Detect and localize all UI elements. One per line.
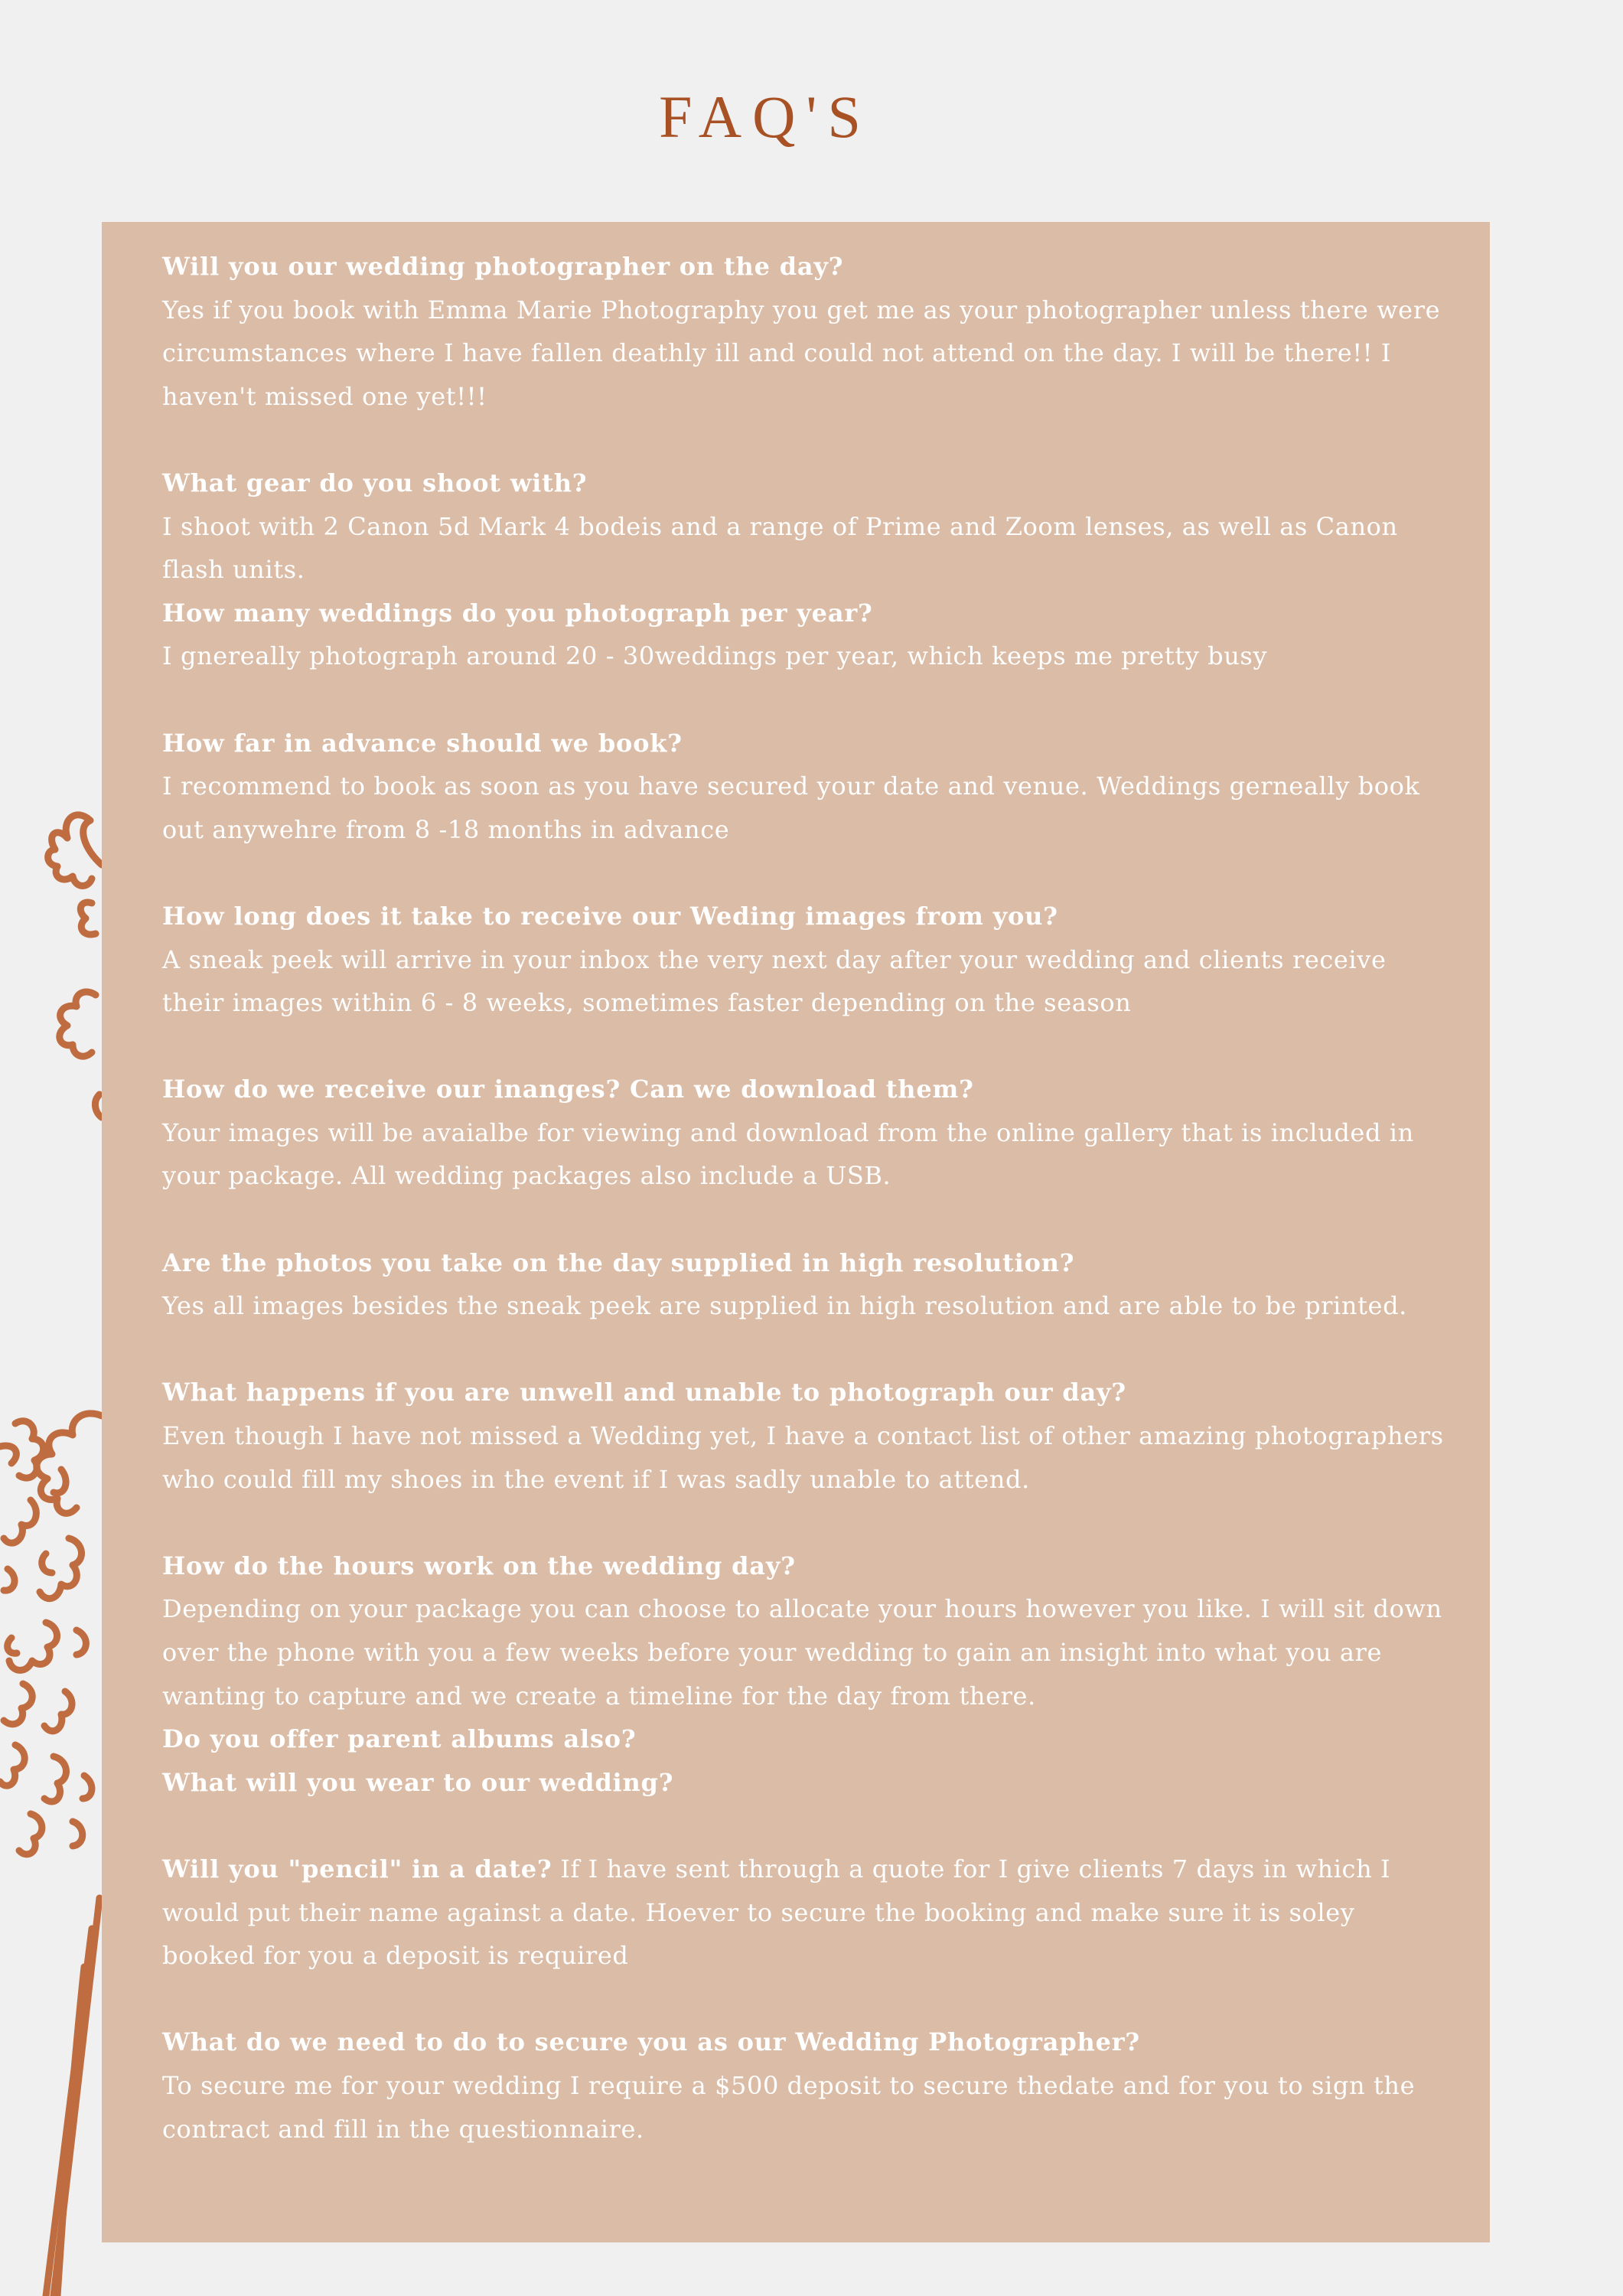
faq-answer: A sneak peek will arrive in your inbox the very next day after your wedding and clients receive their images within 6 - 8 weeks, sometimes faster depending on the season: [162, 944, 1387, 1018]
faq-question: How long does it take to receive our Weding images from you?: [162, 901, 1058, 931]
faq-list: [162, 245, 1448, 2151]
faq-inline-item: [162, 1848, 1448, 1978]
faq-answer: I gnereally photograph around 20 - 30weddings per year, which keeps me pretty busy: [162, 641, 1268, 671]
faq-answer: I shoot with 2 Canon 5d Mark 4 bodeis and a range of Prime and Zoom lenses, as well as Canon flash units.: [162, 511, 1398, 585]
faq-answer: To secure me for your wedding I require a $500 deposit to secure thedate and for you to sign the contract and fill in the questionnaire.: [162, 2070, 1416, 2144]
faq-spacer: [162, 418, 1448, 461]
faq-answer: Yes if you book with Emma Marie Photography you get me as your photographer unless there were circumstances where I have fallen deathly ill and could not attend on the day. I will be there!! I haven't missed one yet!!!: [162, 295, 1441, 411]
faq-question: Will you our wedding photographer on the day?: [162, 252, 844, 281]
faq-spacer: [162, 1328, 1448, 1371]
floral-decoration: [0, 804, 102, 2296]
faq-question: What do we need to do to secure you as our Wedding Photographer?: [162, 2027, 1140, 2057]
faq-answer: Yes all images besides the sneak peek are supplied in high resolution and are able to be printed.: [162, 1291, 1407, 1321]
faq-question: What happens if you are unwell and unable to photograph our day?: [162, 1378, 1126, 1407]
faq-question: Are the photos you take on the day supplied in high resolution?: [162, 1247, 1075, 1277]
faq-question: What gear do you shoot with?: [162, 468, 588, 497]
faq-question: Will you "pencil" in a date?: [162, 1854, 552, 1883]
faq-question: What will you wear to our wedding?: [162, 1767, 674, 1797]
faq-answer: Depending on your package you can choose to allocate your hours however you like. I will sit down over the phone with you a few weeks before your wedding to gain an insight into what you are wanting to capture and we create a timeline for the day from there.: [162, 1594, 1442, 1711]
faq-answer: I recommend to book as soon as you have secured your date and venue. Weddings gerneally book out anywehre from 8 -18 months in advance: [162, 771, 1420, 844]
faq-spacer: [162, 1025, 1448, 1068]
faq-question: How many weddings do you photograph per year?: [162, 598, 873, 628]
faq-question: Do you offer parent albums also?: [162, 1724, 637, 1754]
faq-answer: If I have sent through a quote for I give clients 7 days in which I would put their name against a date. Hoever to secure the booking and make sure it is soley booked for you a deposit is required: [162, 1854, 1391, 1971]
faq-answer: Your images will be avaialbe for viewing and download from the online gallery that is included in your package. All wedding packages also include a USB.: [162, 1117, 1414, 1191]
faq-spacer: [162, 1198, 1448, 1241]
faq-question: How far in advance should we book?: [162, 728, 683, 758]
page-title: FAQ'S: [659, 83, 872, 150]
faq-spacer: [162, 1501, 1448, 1544]
faq-question: How do the hours work on the wedding day?: [162, 1551, 796, 1580]
faq-spacer: [162, 1978, 1448, 2021]
faq-spacer: [162, 678, 1448, 722]
faq-spacer: [162, 851, 1448, 895]
faq-question: How do we receive our inanges? Can we download them?: [162, 1075, 974, 1104]
faq-answer: Even though I have not missed a Wedding yet, I have a contact list of other amazing photographers who could fill my shoes in the event if I was sadly unable to attend.: [162, 1421, 1444, 1494]
faq-spacer: [162, 1804, 1448, 1848]
